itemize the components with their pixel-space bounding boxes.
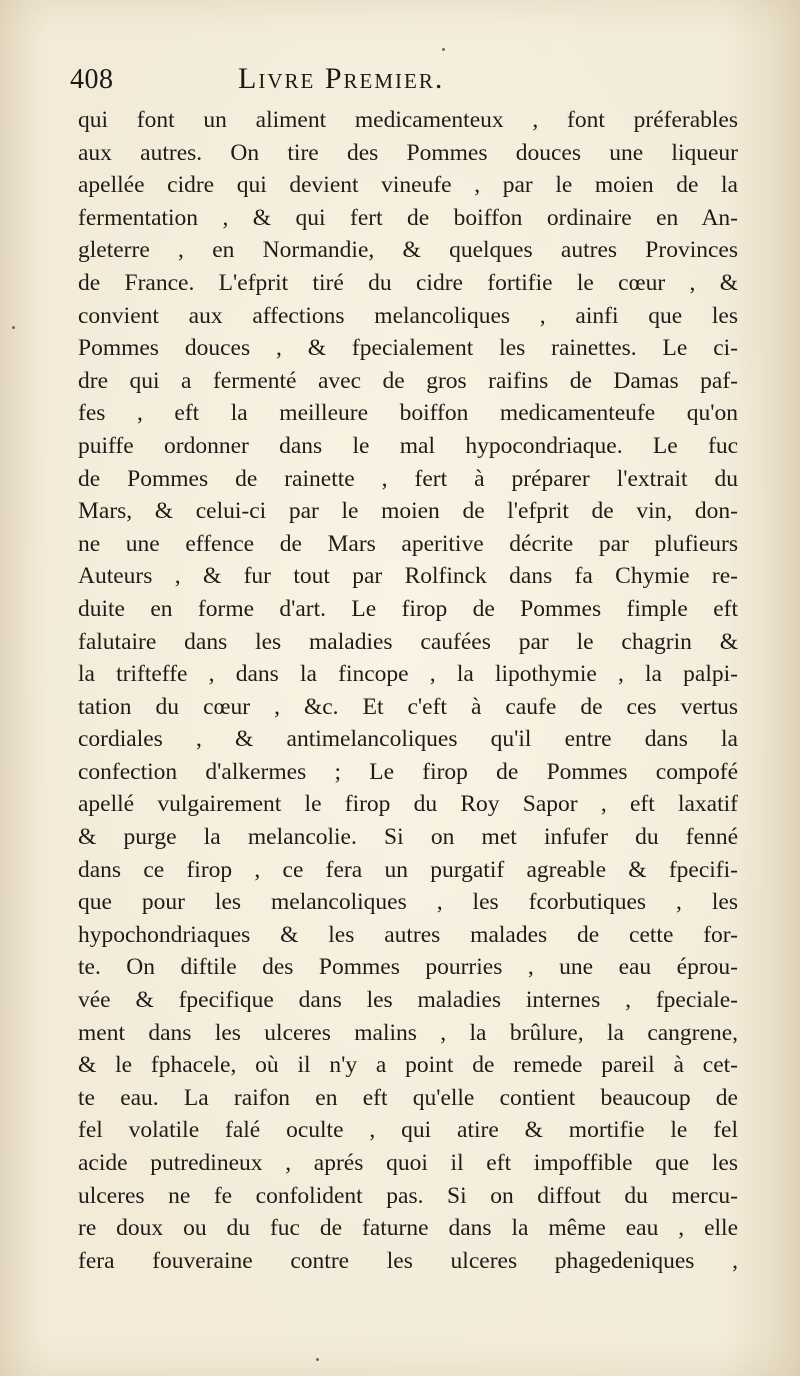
- running-head-title: Livre Premier.: [238, 62, 445, 95]
- text-line: convient aux affections melancoliques , ainfi que les: [78, 302, 738, 329]
- text-line: gleterre , en Normandie, & quelques autres Provinces: [78, 237, 738, 264]
- text-line: apellé vulgairement le firop du Roy Sapor , eft laxatif: [78, 791, 738, 818]
- text-line: la trifteffe , dans la fincope , la lipothymie , la palpi-: [78, 661, 738, 688]
- text-line: hypochondriaques & les autres malades de cette for-: [78, 921, 738, 948]
- text-line: puiffe ordonner dans le mal hypocondriaque. Le fuc: [78, 432, 738, 459]
- ink-speck: [12, 326, 15, 329]
- text-line: Auteurs , & fur tout par Rolfinck dans fa Chymie re-: [78, 563, 738, 590]
- text-line: fermentation , & qui fert de boiffon ordinaire en An-: [78, 204, 738, 231]
- text-line: qui font un aliment medicamenteux , font préferables: [78, 107, 738, 133]
- ink-speck: [316, 1358, 319, 1361]
- text-line: apellée cidre qui devient vineufe , par le moien de la: [78, 172, 738, 199]
- text-line: falutaire dans les maladies caufées par le chagrin &: [78, 628, 738, 655]
- text-line: confection d'alkermes ; Le firop de Pommes compofé: [78, 758, 738, 785]
- text-line: fes , eft la meilleure boiffon medicamenteufe qu'on: [78, 400, 738, 427]
- text-line: & le fphacele, où il n'y a point de remede pareil à cet-: [78, 1052, 738, 1079]
- text-line: fera fouveraine contre les ulceres phagedeniques ,: [78, 1247, 738, 1274]
- body-text: [78, 104, 738, 1277]
- text-line: de Pommes de rainette , fert à préparer l'extrait du: [78, 465, 738, 492]
- text-line: re doux ou du fuc de faturne dans la même eau , elle: [78, 1215, 738, 1242]
- text-line: aux autres. On tire des Pommes douces une liqueur: [78, 139, 738, 166]
- text-line: ment dans les ulceres malins , la brûlure, la cangrene,: [78, 1019, 738, 1046]
- text-line: vée & fpecifique dans les maladies internes , fpeciale-: [78, 987, 738, 1014]
- text-line: que pour les melancoliques , les fcorbutiques , les: [78, 889, 738, 916]
- running-head: [70, 62, 740, 102]
- text-line: dans ce firop , ce fera un purgatif agreable & fpecifi-: [78, 856, 738, 883]
- text-line: te eau. La raifon en eft qu'elle contient beaucoup de: [78, 1084, 738, 1111]
- text-line: Pommes douces , & fpecialement les rainettes. Le ci-: [78, 335, 738, 362]
- text-line: dre qui a fermenté avec de gros raifins de Damas paf-: [78, 367, 738, 394]
- text-line: tation du cœur , &c. Et c'eft à caufe de ces vertus: [78, 693, 738, 720]
- text-line: ulceres ne fe confolident pas. Si on diffout du mercu-: [78, 1182, 738, 1209]
- text-line: acide putredineux , aprés quoi il eft impoffible que les: [78, 1150, 738, 1176]
- page-number: 408: [70, 64, 114, 95]
- text-line: & purge la melancolie. Si on met infufer du fenné: [78, 824, 738, 851]
- text-line: de France. L'efprit tiré du cidre fortifie le cœur , &: [78, 269, 738, 296]
- text-line: ne une effence de Mars aperitive décrite par plufieurs: [78, 530, 738, 557]
- text-line: cordiales , & antimelancoliques qu'il entre dans la: [78, 726, 738, 753]
- text-line: te. On diftile des Pommes pourries , une eau éprou-: [78, 954, 738, 981]
- ink-speck: [442, 48, 445, 51]
- text-line: Mars, & celui-ci par le moien de l'efprit de vin, don-: [78, 498, 738, 525]
- text-line: duite en forme d'art. Le firop de Pommes fimple eft: [78, 595, 738, 622]
- text-line: fel volatile falé oculte , qui atire & mortifie le fel: [78, 1117, 738, 1144]
